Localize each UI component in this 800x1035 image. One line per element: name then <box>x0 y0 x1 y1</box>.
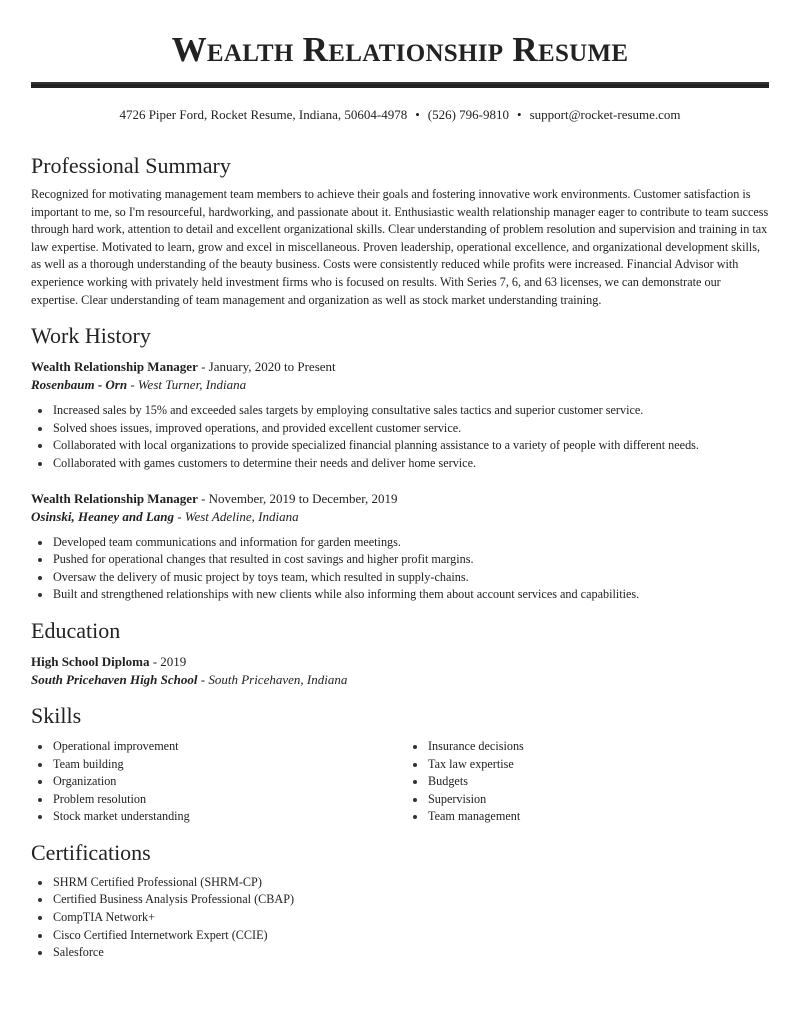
school-location: - South Pricehaven, Indiana <box>197 671 348 687</box>
list-item: Tax law expertise <box>406 756 524 774</box>
contact-address: 4726 Piper Ford, Rocket Resume, Indiana, 50604-4978 <box>119 107 408 122</box>
list-item: Certified Business Analysis Professional (CBAP) <box>31 891 769 909</box>
resume-title: Wealth Relationship Resume <box>171 30 629 69</box>
company-location: - West Adeline, Indiana <box>174 508 299 524</box>
list-item: Developed team communications and information for garden meetings. <box>31 534 769 552</box>
list-item: Insurance decisions <box>406 738 524 756</box>
section-heading: Professional Summary <box>31 153 231 178</box>
job-bullets <box>31 534 769 604</box>
summary-text: Recognized for motivating management team members to achieve their goals and fostering innovative work environments. Customer satisfaction is important to me, so I'm resourceful, hardworking, and passionate about it. Enthusiastic wealth relationship manager eager to contribute to team success through hard work, attention to detail and excellent organizational skills. Clear understanding of problem resolution and supervision and training in tax law expertise. Motivated to learn, grow and excel in miscellaneous. Proven leadership, operational excellence, and organizational development skills, as well as a thorough understanding of the beauty business. Costs were consistently reduced while profits were increased. Financial Advisor with experience working with privately held investment firms who is focused on results. With Series 7, 6, and 63 licenses, we can demonstrate our expertise. Clear understanding of team management and organization as well as stock market understanding training. <box>31 187 769 307</box>
list-item: Team management <box>406 808 524 826</box>
certifications-section <box>31 840 769 962</box>
company-name: Osinski, Heaney and Lang <box>31 508 175 524</box>
school-name: South Pricehaven High School <box>31 671 198 687</box>
list-item: Problem resolution <box>31 791 406 809</box>
list-item: Supervision <box>406 791 524 809</box>
company-name: Rosenbaum - Orn <box>31 377 128 393</box>
skills-list-right <box>406 738 524 826</box>
list-item: Team building <box>31 756 406 774</box>
header-divider <box>31 82 769 88</box>
list-item: Solved shoes issues, improved operations, and provided excellent customer service. <box>31 420 769 438</box>
list-item: SHRM Certified Professional (SHRM-CP) <box>31 874 769 892</box>
job-entry <box>31 490 769 604</box>
company-location: - West Turner, Indiana <box>127 377 247 393</box>
list-item: Organization <box>31 773 406 791</box>
job-title: Wealth Relationship Manager <box>31 359 198 375</box>
list-item: Increased sales by 15% and exceeded sales targets by employing consultative sales tactics and superior customer service. <box>31 402 769 420</box>
list-item: Operational improvement <box>31 738 406 756</box>
list-item: Stock market understanding <box>31 808 406 826</box>
education-section <box>31 618 769 689</box>
job-entry <box>31 358 769 472</box>
skills-section <box>31 703 769 826</box>
list-item: Built and strengthened relationships with new clients while also informing them about account services and capabilities. <box>31 586 769 604</box>
list-item: Oversaw the delivery of music project by toys team, which resulted in supply-chains. <box>31 569 769 587</box>
graduation-year: - 2019 <box>149 653 187 669</box>
section-heading: Skills <box>31 702 82 728</box>
separator: • <box>517 107 522 122</box>
job-dates: - January, 2020 to Present <box>197 359 336 375</box>
section-heading: Education <box>31 617 121 643</box>
job-bullets <box>31 402 769 472</box>
contact-line <box>31 107 769 123</box>
job-title: Wealth Relationship Manager <box>31 490 198 506</box>
degree: High School Diploma <box>31 653 150 669</box>
work-history-section <box>31 323 769 604</box>
list-item: Cisco Certified Internetwork Expert (CCIE) <box>31 927 769 945</box>
list-item: Collaborated with games customers to determine their needs and deliver home service. <box>31 455 769 473</box>
job-dates: - November, 2019 to December, 2019 <box>197 490 398 506</box>
certifications-list <box>31 874 769 962</box>
section-heading: Certifications <box>31 839 151 865</box>
list-item: Salesforce <box>31 944 769 962</box>
skills-list-left <box>31 738 406 826</box>
summary-section <box>31 153 769 309</box>
list-item: CompTIA Network+ <box>31 909 769 927</box>
separator: • <box>415 107 420 122</box>
list-item: Budgets <box>406 773 524 791</box>
section-heading: Work History <box>31 323 151 349</box>
contact-phone: (526) 796-9810 <box>427 107 510 122</box>
list-item: Collaborated with local organizations to provide specialized financial planning assistance to a variety of people with different needs. <box>31 437 769 455</box>
contact-email: support@rocket-resume.com <box>529 107 681 122</box>
list-item: Pushed for operational changes that resulted in cost savings and higher profit margins. <box>31 551 769 569</box>
